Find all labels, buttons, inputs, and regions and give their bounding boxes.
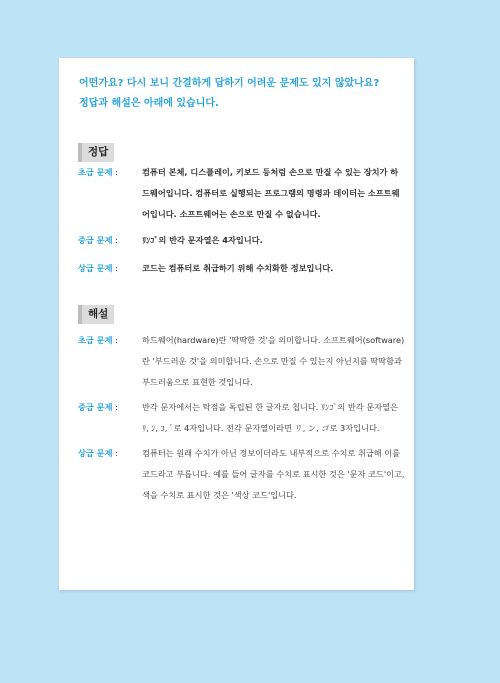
explanation-advanced — [78, 443, 406, 506]
explanation-intermediate-label: 중급 문제 : — [78, 402, 118, 412]
explanations-heading: 해설 — [78, 305, 114, 324]
answers-heading: 정답 — [78, 143, 114, 162]
answer-intermediate-text: ﾘﾝｺﾞ의 반각 문자열은 4자입니다. — [142, 235, 263, 245]
answer-advanced — [78, 258, 406, 279]
answer-intermediate — [78, 230, 406, 251]
intro-text — [79, 74, 409, 114]
explanation-beginner — [78, 330, 406, 393]
explanation-intermediate-text: 반각 문자에서는 탁점을 독립된 한 글자로 칩니다. ﾘﾝｺﾞ의 반각 문자열은 ﾘ, ﾝ, ｺ, ﾞ로 4자입니다. 전각 문자열이라면 リ, ン, ゴ로 3자입니다. — [142, 402, 398, 433]
explanation-advanced-label: 상급 문제 : — [78, 448, 118, 458]
explanation-beginner-text: 하드웨어(hardware)란 '딱딱한 것'을 의미합니다. 소프트웨어(software)란 '부드러운 것'을 의미합니다. 손으로 만질 수 있는지 아닌지를 딱딱함과 부드러움으로 표현한 것입니다. — [142, 335, 405, 387]
answer-beginner-label: 초급 문제 : — [78, 167, 118, 177]
answer-advanced-text: 코드는 컴퓨터로 취급하기 위해 수치화한 정보입니다. — [142, 263, 334, 273]
intro-line-1: 어떤가요? 다시 보니 간결하게 답하기 어려운 문제도 있지 않았나요? — [79, 78, 380, 89]
answer-beginner — [78, 162, 406, 225]
answer-advanced-label: 상급 문제 : — [78, 263, 118, 273]
answer-beginner-text: 컴퓨터 본체, 디스플레이, 키보드 등처럼 손으로 만질 수 있는 장치가 하드웨어입니다. 컴퓨터로 실행되는 프로그램의 명령과 데이터는 소프트웨어입니다. 소프트웨어는 손으로 만질 수 없습니다. — [142, 167, 400, 219]
intro-line-2: 정답과 해설은 아래에 있습니다. — [79, 98, 219, 109]
book-page — [59, 58, 414, 590]
explanation-intermediate — [78, 397, 406, 439]
explanation-advanced-text: 컴퓨터는 원래 수치가 아닌 정보이더라도 내부적으로 수치로 취급해 이를 코드라고 부릅니다. 예를 들어 글자를 수치로 표시한 것은 '문자 코드'이고, 색을 수치로 표시한 것은 '색상 코드'입니다. — [142, 448, 405, 500]
answer-intermediate-label: 중급 문제 : — [78, 235, 118, 245]
explanation-beginner-label: 초급 문제 : — [78, 335, 118, 345]
